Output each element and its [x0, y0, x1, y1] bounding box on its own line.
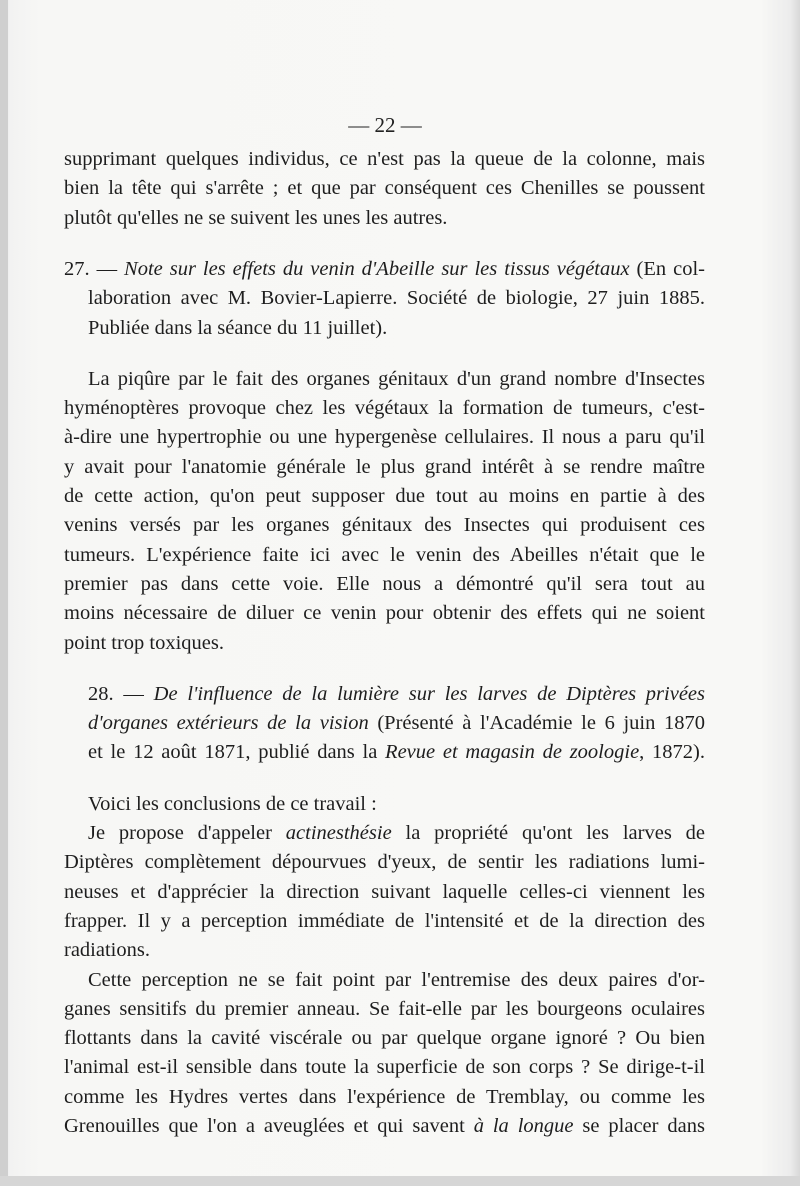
text-segment: point trop toxiques. — [64, 631, 225, 654]
text-segment: se placer dans — [573, 1115, 705, 1137]
italic-segment: Note sur les effets du venin d'Abeille sur les tissus végétaux — [124, 257, 630, 280]
text-line — [64, 994, 705, 1024]
italic-segment: Revue et magasin de zoologie — [385, 741, 640, 764]
page-left-edge — [0, 0, 8, 1186]
text-segment: moins nécessaire de diluer ce venin pour obtenir des effets qui ne soient — [64, 602, 705, 625]
italic-segment: d'organes extérieurs de la vision — [88, 712, 369, 735]
text-line — [64, 965, 705, 995]
text-line — [64, 540, 705, 570]
text-segment: comme les Hydres vertes dans l'expérience de Tremblay, ou comme les — [64, 1085, 705, 1108]
text-line — [64, 173, 705, 203]
text-segment: (Présenté à l'Académie le 6 juin 1870 — [368, 712, 705, 735]
text-line — [64, 935, 705, 965]
text-line — [64, 481, 705, 511]
page-number: — 22 — — [348, 113, 422, 137]
text-segment: laboration avec M. Bovier-Lapierre. Société de biologie, 27 juin 1885. — [88, 287, 705, 310]
text-segment: Grenouilles que l'on a aveuglées et qui savent — [64, 1115, 474, 1137]
text-line — [64, 847, 705, 877]
text-line — [64, 818, 705, 848]
page-bottom-edge — [0, 1176, 800, 1186]
text-segment: Diptères complètement dépourvues d'yeux, de sentir les radiations lumi- — [64, 851, 705, 874]
text-segment: La piqûre par le fait des organes génitaux d'un grand nombre d'Insectes — [88, 367, 705, 390]
text-line — [64, 598, 705, 628]
text-line — [64, 364, 705, 394]
text-line — [64, 203, 705, 233]
text-line — [64, 789, 705, 819]
text-line — [64, 877, 705, 907]
text-segment: venins versés par les organes génitaux des Insectes qui produisent ces — [64, 514, 705, 537]
text-line — [64, 422, 705, 452]
text-line — [64, 737, 705, 767]
italic-segment: De l'influence de la lumière sur les larves de Diptères privées — [153, 682, 706, 705]
text-segment: bien la tête qui s'arrête ; et que par conséquent ces Chenilles se poussent — [64, 177, 705, 200]
text-segment: l'animal est-il sensible dans toute la superficie de son corps ? Se dirige-t-il — [64, 1056, 705, 1079]
text-segment: ganes sensitifs du premier anneau. Se fait-elle par les bourgeons oculaires — [64, 997, 705, 1020]
text-segment: , 1872). — [639, 741, 705, 764]
italic-segment: actinesthésie — [285, 822, 392, 844]
text-segment: 28. — — [88, 682, 154, 705]
text-segment: frapper. Il y a perception immédiate de l'intensité et de la direction des — [64, 909, 705, 932]
text-line — [64, 1111, 705, 1141]
text-segment: radiations. — [64, 939, 150, 962]
text-line — [64, 452, 705, 482]
text-line — [64, 1023, 705, 1053]
text-segment: de cette action, qu'on peut supposer due tout au moins en partie à des — [64, 485, 705, 507]
text-line — [64, 1082, 705, 1112]
text-line — [64, 679, 705, 709]
text-line — [64, 393, 705, 423]
text-segment: à-dire une hypertrophie ou une hypergenèse cellulaires. Il nous a paru qu'il — [64, 426, 705, 449]
text-segment: supprimant quelques individus, ce n'est pas la queue de la colonne, mais — [64, 148, 705, 170]
text-segment: plutôt qu'elles ne se suivent les unes les autres. — [64, 206, 448, 229]
text-line — [64, 628, 705, 658]
text-segment: flottants dans la cavité viscérale ou par quelque organe ignoré ? Ou bien — [64, 1027, 705, 1050]
text-segment: Cette perception ne se fait point par l'entremise des deux paires d'or- — [88, 968, 705, 991]
text-segment: Publiée dans la séance du 11 juillet). — [88, 316, 388, 339]
text-segment: Je propose d'appeler — [88, 822, 286, 844]
text-line — [64, 906, 705, 936]
text-segment: y avait pour l'anatomie générale le plus grand intérêt à se rendre maître — [64, 455, 705, 478]
text-line — [64, 1052, 705, 1082]
text-segment: 27. — — [64, 257, 125, 280]
text-segment: la propriété qu'ont les larves de — [391, 822, 705, 844]
italic-segment: à la longue — [473, 1115, 574, 1137]
text-segment: Voici les conclusions de ce travail : — [88, 792, 377, 815]
text-line — [64, 313, 705, 343]
text-line — [64, 254, 705, 284]
text-line — [64, 510, 705, 540]
text-line — [64, 569, 705, 599]
text-segment: premier pas dans cette voie. Elle nous a démontré qu'il sera tout au — [64, 572, 705, 595]
text-segment: (En col- — [629, 257, 705, 280]
text-segment: hyménoptères provoque chez les végétaux la formation de tumeurs, c'est- — [64, 397, 705, 420]
text-line — [64, 708, 705, 738]
text-segment: neuses et d'apprécier la direction suivant laquelle celles-ci viennent les — [64, 880, 705, 903]
text-line — [64, 144, 705, 174]
text-line — [64, 283, 705, 313]
text-segment: tumeurs. L'expérience faite ici avec le venin des Abeilles n'était que le — [64, 543, 705, 566]
text-segment: et le 12 août 1871, publié dans la — [88, 741, 386, 764]
